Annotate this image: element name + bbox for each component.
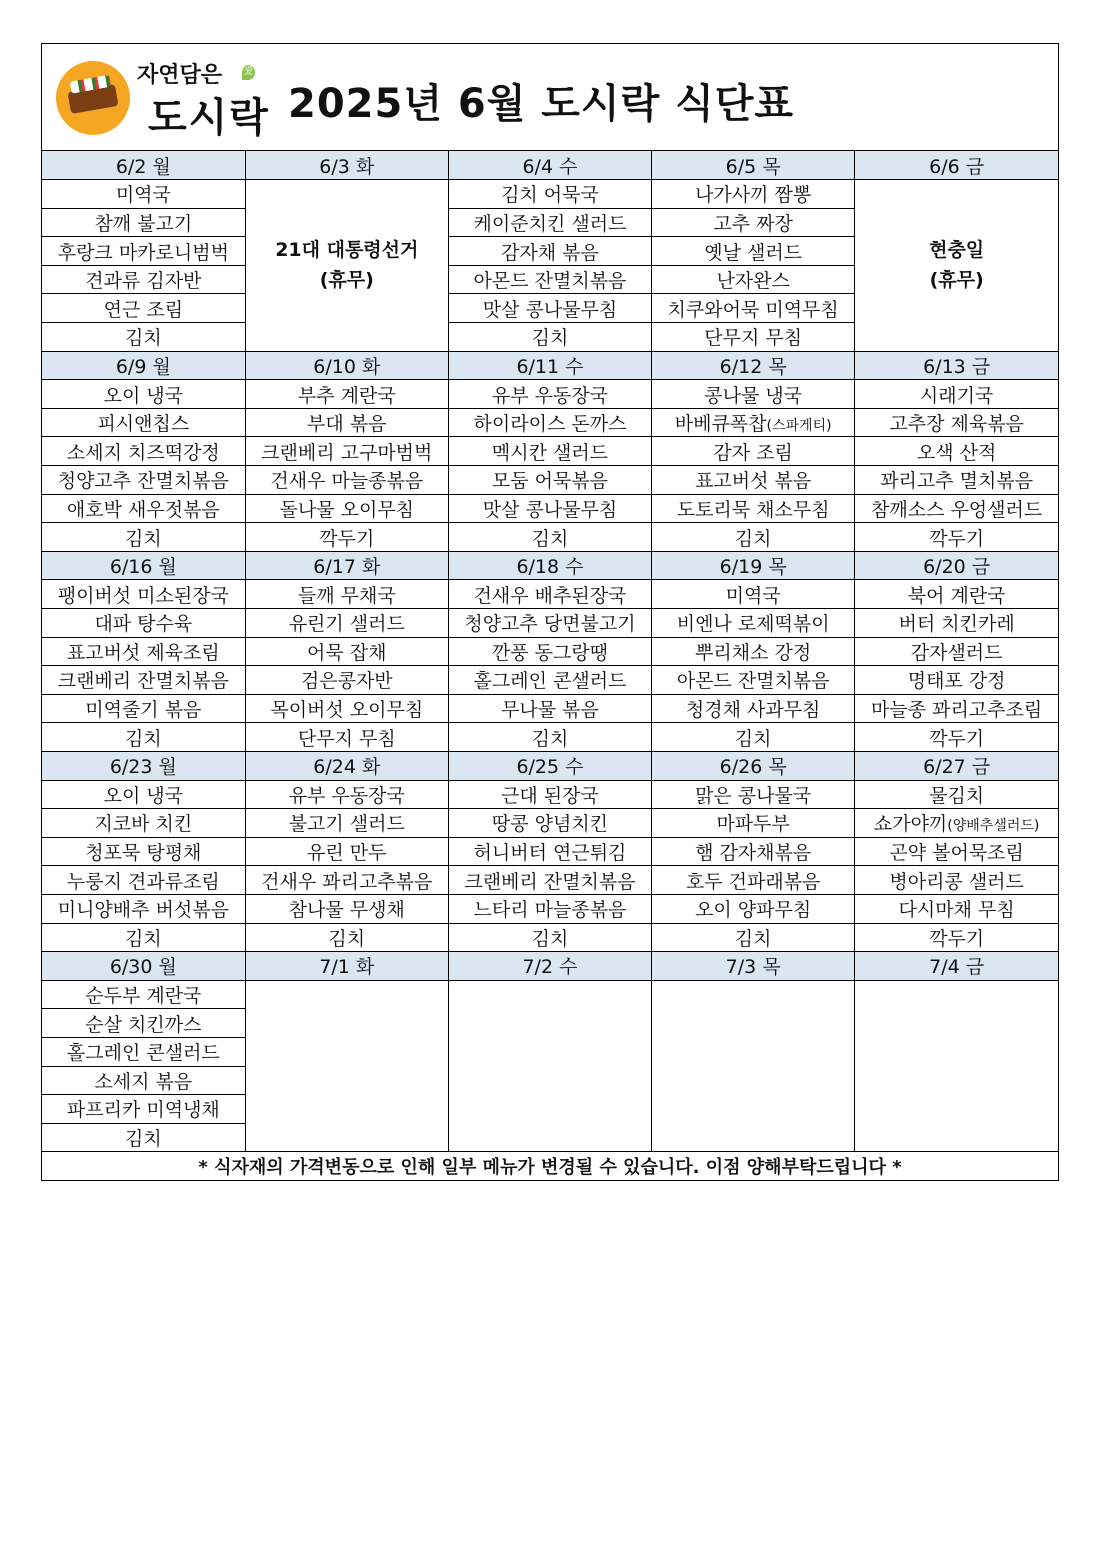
week5-day-row xyxy=(42,952,1058,981)
week4-row-4 xyxy=(42,866,1058,895)
menu-cell: 허니버터 연근튀김 xyxy=(448,837,651,866)
menu-cell: 건새우 꽈리고추볶음 xyxy=(245,866,448,895)
day-header: 6/13 금 xyxy=(855,351,1058,380)
menu-cell: 햄 감자채볶음 xyxy=(652,837,855,866)
menu-cell: 김치 xyxy=(42,923,245,952)
menu-cell: 무나물 볶음 xyxy=(448,694,651,723)
menu-cell: 목이버섯 오이무침 xyxy=(245,694,448,723)
day-header: 7/3 목 xyxy=(652,952,855,981)
menu-cell: 크랜베리 고구마범벅 xyxy=(245,437,448,466)
menu-cell: 느타리 마늘종볶음 xyxy=(448,894,651,923)
menu-cell: 들깨 무채국 xyxy=(245,580,448,609)
day-header: 6/27 금 xyxy=(855,751,1058,780)
menu-cell: 시래기국 xyxy=(855,380,1058,409)
menu-cell: 깍두기 xyxy=(855,723,1058,752)
day-header: 6/24 화 xyxy=(245,751,448,780)
leaf-icon: 愛 xyxy=(242,65,255,80)
menu-cell: 대파 탕수육 xyxy=(42,609,245,638)
menu-cell: 깍두기 xyxy=(855,523,1058,552)
menu-cell: 애호박 새우젓볶음 xyxy=(42,494,245,523)
menu-cell: 오색 산적 xyxy=(855,437,1058,466)
menu-cell: 순두부 계란국 xyxy=(42,980,245,1009)
menu-cell: 곤약 볼어묵조림 xyxy=(855,837,1058,866)
holiday-election-cell xyxy=(245,180,448,352)
day-header: 7/4 금 xyxy=(855,952,1058,981)
menu-cell: 땅콩 양념치킨 xyxy=(448,809,651,838)
header xyxy=(42,44,1058,151)
page-title: 2025년 6월 도시락 식단표 xyxy=(288,81,795,127)
menu-cell: 김치 xyxy=(42,323,245,352)
menu-cell: 유부 우동장국 xyxy=(245,780,448,809)
week1-row-1 xyxy=(42,180,1058,209)
menu-cell: 김치 xyxy=(652,723,855,752)
week1-day-row xyxy=(42,151,1058,180)
menu-cell: 오이 냉국 xyxy=(42,780,245,809)
menu-cell: 순살 치킨까스 xyxy=(42,1009,245,1038)
menu-cell: 마늘종 꽈리고추조림 xyxy=(855,694,1058,723)
day-header: 6/9 월 xyxy=(42,351,245,380)
menu-cell: 맑은 콩나물국 xyxy=(652,780,855,809)
menu-cell xyxy=(855,809,1058,838)
menu-cell: 난자완스 xyxy=(652,265,855,294)
menu-cell: 맛살 콩나물무침 xyxy=(448,494,651,523)
day-header: 6/11 수 xyxy=(448,351,651,380)
day-header: 6/5 목 xyxy=(652,151,855,180)
day-header: 6/20 금 xyxy=(855,551,1058,580)
menu-cell: 뿌리채소 강정 xyxy=(652,637,855,666)
menu-side: (스파게티) xyxy=(766,418,832,435)
day-header: 6/18 수 xyxy=(448,551,651,580)
menu-cell: 버터 치킨카레 xyxy=(855,609,1058,638)
menu-cell: 북어 계란국 xyxy=(855,580,1058,609)
menu-cell: 아몬드 잔멸치볶음 xyxy=(652,666,855,695)
day-header: 6/2 월 xyxy=(42,151,245,180)
menu-cell: 표고버섯 제육조림 xyxy=(42,637,245,666)
menu-cell: 오이 냉국 xyxy=(42,380,245,409)
day-header: 6/25 수 xyxy=(448,751,651,780)
holiday-note: (휴무) xyxy=(319,269,374,292)
day-header: 6/23 월 xyxy=(42,751,245,780)
week5-row-1 xyxy=(42,980,1058,1009)
week3-row-4 xyxy=(42,666,1058,695)
menu-cell: 김치 xyxy=(42,723,245,752)
menu-cell: 병아리콩 샐러드 xyxy=(855,866,1058,895)
day-header: 6/16 월 xyxy=(42,551,245,580)
menu-cell: 물김치 xyxy=(855,780,1058,809)
menu-cell: 옛날 샐러드 xyxy=(652,237,855,266)
menu-cell: 크랜베리 잔멸치볶음 xyxy=(448,866,651,895)
menu-cell: 김치 xyxy=(448,923,651,952)
brand-top-text: 자연담은 xyxy=(137,62,223,88)
week2-row-4 xyxy=(42,466,1058,495)
day-header: 7/1 화 xyxy=(245,952,448,981)
menu-cell: 깍두기 xyxy=(855,923,1058,952)
menu-cell: 표고버섯 볶음 xyxy=(652,466,855,495)
menu-cell: 홀그레인 콘샐러드 xyxy=(448,666,651,695)
day-header: 6/19 목 xyxy=(652,551,855,580)
menu-cell: 김치 xyxy=(42,1123,245,1152)
brand-main-text: 도시락 xyxy=(148,94,270,141)
menu-cell: 나가사끼 짬뽕 xyxy=(652,180,855,209)
menu-cell: 단무지 무침 xyxy=(652,323,855,352)
menu-cell: 김치 xyxy=(42,523,245,552)
day-header: 6/4 수 xyxy=(448,151,651,180)
menu-cell: 맛살 콩나물무침 xyxy=(448,294,651,323)
week2-row-6 xyxy=(42,523,1058,552)
menu-cell: 유린기 샐러드 xyxy=(245,609,448,638)
menu-cell: 비엔나 로제떡볶이 xyxy=(652,609,855,638)
week3-row-6 xyxy=(42,723,1058,752)
day-header: 6/17 화 xyxy=(245,551,448,580)
holiday-name: 21대 대통령선거 xyxy=(275,239,419,262)
menu-cell: 미니양배추 버섯볶음 xyxy=(42,894,245,923)
menu-cell: 오이 양파무침 xyxy=(652,894,855,923)
menu-cell: 고추장 제육볶음 xyxy=(855,408,1058,437)
menu-cell: 김치 xyxy=(245,923,448,952)
day-header: 7/2 수 xyxy=(448,952,651,981)
empty-cell xyxy=(448,980,651,1152)
menu-cell: 소세지 볶음 xyxy=(42,1066,245,1095)
menu-cell: 김치 xyxy=(448,323,651,352)
menu-sheet xyxy=(41,43,1059,1181)
menu-table xyxy=(42,151,1058,1180)
menu-cell: 건새우 마늘종볶음 xyxy=(245,466,448,495)
week2-row-2 xyxy=(42,408,1058,437)
menu-cell: 마파두부 xyxy=(652,809,855,838)
day-header: 6/6 금 xyxy=(855,151,1058,180)
holiday-memorial-cell xyxy=(855,180,1058,352)
menu-cell: 미역줄기 볶음 xyxy=(42,694,245,723)
week4-row-2 xyxy=(42,809,1058,838)
menu-cell: 김치 xyxy=(448,723,651,752)
menu-cell: 아몬드 잔멸치볶음 xyxy=(448,265,651,294)
menu-cell: 꽈리고추 멸치볶음 xyxy=(855,466,1058,495)
menu-cell: 깐풍 동그랑땡 xyxy=(448,637,651,666)
empty-cell xyxy=(652,980,855,1152)
day-header: 6/12 목 xyxy=(652,351,855,380)
menu-cell: 케이준치킨 샐러드 xyxy=(448,208,651,237)
menu-cell: 치쿠와어묵 미역무침 xyxy=(652,294,855,323)
menu-cell: 명태포 강정 xyxy=(855,666,1058,695)
menu-cell: 김치 xyxy=(652,923,855,952)
menu-cell: 파프리카 미역냉채 xyxy=(42,1095,245,1124)
menu-cell: 돌나물 오이무침 xyxy=(245,494,448,523)
menu-cell: 부대 볶음 xyxy=(245,408,448,437)
menu-cell: 유린 만두 xyxy=(245,837,448,866)
menu-cell: 단무지 무침 xyxy=(245,723,448,752)
menu-cell: 콩나물 냉국 xyxy=(652,380,855,409)
week2-row-5 xyxy=(42,494,1058,523)
week2-row-1 xyxy=(42,380,1058,409)
menu-cell: 도토리묵 채소무침 xyxy=(652,494,855,523)
menu-cell: 건새우 배추된장국 xyxy=(448,580,651,609)
menu-cell: 부추 계란국 xyxy=(245,380,448,409)
week4-row-5 xyxy=(42,894,1058,923)
notice-row xyxy=(42,1152,1058,1181)
day-header: 6/26 목 xyxy=(652,751,855,780)
holiday-note: (휴무) xyxy=(929,269,984,292)
menu-cell: 미역국 xyxy=(42,180,245,209)
menu-cell: 하이라이스 돈까스 xyxy=(448,408,651,437)
week2-day-row xyxy=(42,351,1058,380)
lunchbox-logo-icon xyxy=(56,61,130,135)
week4-row-1 xyxy=(42,780,1058,809)
menu-cell: 근대 된장국 xyxy=(448,780,651,809)
empty-cell xyxy=(245,980,448,1152)
menu-cell: 피시앤칩스 xyxy=(42,408,245,437)
menu-cell: 모둠 어묵볶음 xyxy=(448,466,651,495)
menu-cell: 깍두기 xyxy=(245,523,448,552)
menu-cell: 유부 우동장국 xyxy=(448,380,651,409)
day-header: 6/10 화 xyxy=(245,351,448,380)
week3-row-3 xyxy=(42,637,1058,666)
week3-row-1 xyxy=(42,580,1058,609)
menu-cell: 김치 어묵국 xyxy=(448,180,651,209)
week3-day-row xyxy=(42,551,1058,580)
menu-cell xyxy=(652,408,855,437)
menu-cell: 청양고추 당면불고기 xyxy=(448,609,651,638)
menu-cell: 불고기 샐러드 xyxy=(245,809,448,838)
menu-cell: 멕시칸 샐러드 xyxy=(448,437,651,466)
menu-cell: 후랑크 마카로니범벅 xyxy=(42,237,245,266)
week2-row-3 xyxy=(42,437,1058,466)
day-header: 6/3 화 xyxy=(245,151,448,180)
notice-text: * 식자재의 가격변동으로 인해 일부 메뉴가 변경될 수 있습니다. 이점 양해부탁드립니다 * xyxy=(42,1152,1058,1181)
week3-row-5 xyxy=(42,694,1058,723)
menu-cell: 감자채 볶음 xyxy=(448,237,651,266)
menu-cell: 참깨 불고기 xyxy=(42,208,245,237)
menu-cell: 호두 건파래볶음 xyxy=(652,866,855,895)
empty-cell xyxy=(855,980,1058,1152)
menu-cell: 청포묵 탕평채 xyxy=(42,837,245,866)
menu-cell: 김치 xyxy=(448,523,651,552)
menu-cell: 크랜베리 잔멸치볶음 xyxy=(42,666,245,695)
menu-cell: 누룽지 견과류조림 xyxy=(42,866,245,895)
menu-cell: 미역국 xyxy=(652,580,855,609)
menu-cell: 참깨소스 우엉샐러드 xyxy=(855,494,1058,523)
week4-row-3 xyxy=(42,837,1058,866)
menu-cell: 감자 조림 xyxy=(652,437,855,466)
menu-cell: 참나물 무생채 xyxy=(245,894,448,923)
menu-main: 바베큐폭찹 xyxy=(674,413,767,436)
menu-cell: 청경채 사과무침 xyxy=(652,694,855,723)
holiday-name: 현충일 xyxy=(929,239,985,262)
menu-cell: 견과류 김자반 xyxy=(42,265,245,294)
menu-side: (양배추샐러드) xyxy=(947,818,1040,835)
menu-main: 쇼가야끼 xyxy=(873,813,948,836)
menu-cell: 지코바 치킨 xyxy=(42,809,245,838)
menu-cell: 김치 xyxy=(652,523,855,552)
menu-cell: 감자샐러드 xyxy=(855,637,1058,666)
menu-cell: 어묵 잡채 xyxy=(245,637,448,666)
menu-cell: 소세지 치즈떡강정 xyxy=(42,437,245,466)
menu-cell: 팽이버섯 미소된장국 xyxy=(42,580,245,609)
menu-cell: 청양고추 잔멸치볶음 xyxy=(42,466,245,495)
menu-cell: 홀그레인 콘샐러드 xyxy=(42,1037,245,1066)
menu-cell: 검은콩자반 xyxy=(245,666,448,695)
menu-cell: 고추 짜장 xyxy=(652,208,855,237)
menu-cell: 다시마채 무침 xyxy=(855,894,1058,923)
day-header: 6/30 월 xyxy=(42,952,245,981)
week4-row-6 xyxy=(42,923,1058,952)
menu-cell: 연근 조림 xyxy=(42,294,245,323)
week4-day-row xyxy=(42,751,1058,780)
week3-row-2 xyxy=(42,609,1058,638)
